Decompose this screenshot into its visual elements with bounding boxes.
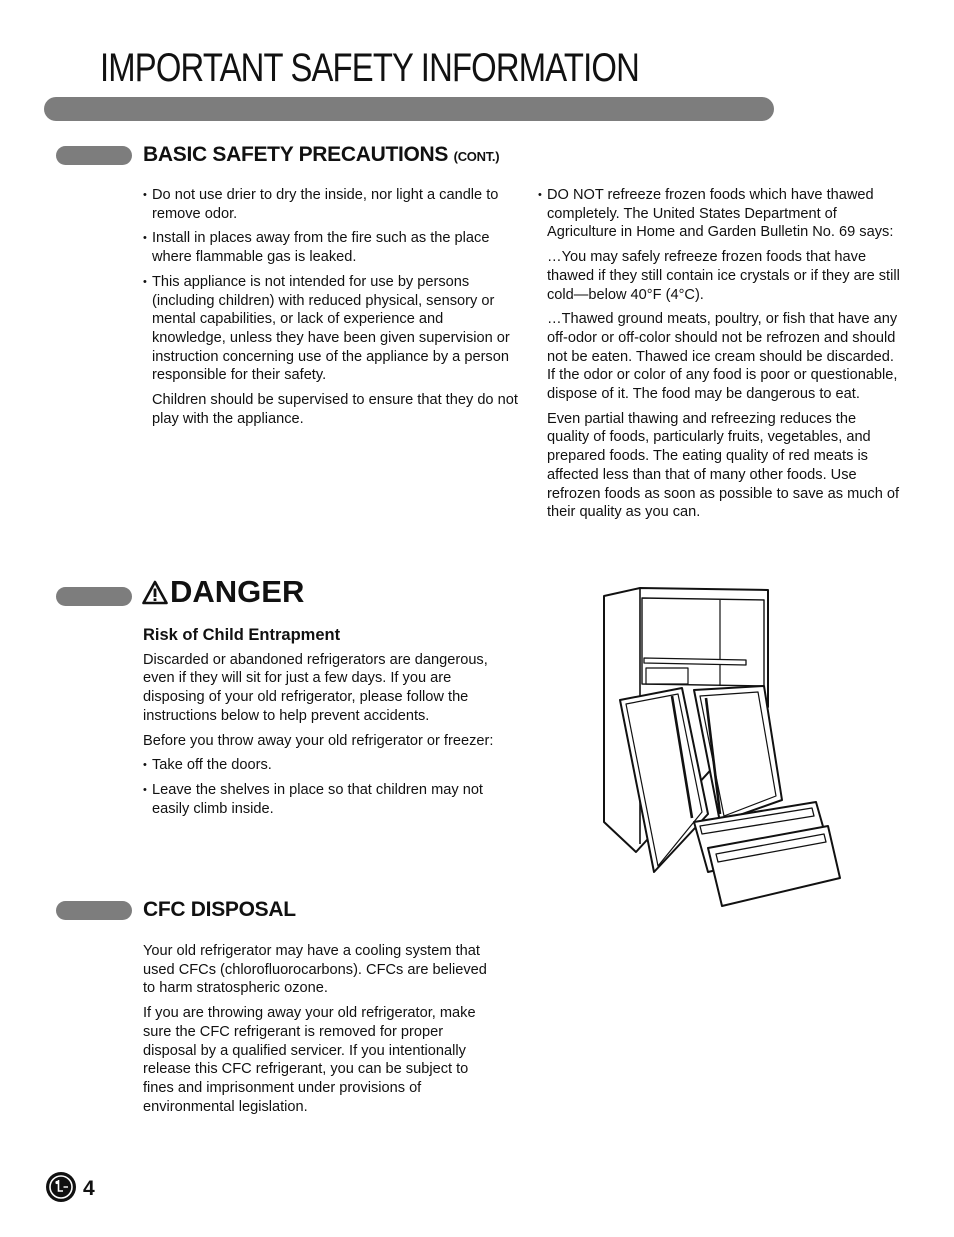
title-divider-bar — [44, 97, 774, 121]
refreeze-item: • DO NOT refreeze frozen foods which have thawed completely. The United States Department of Agriculture in Home and Garden Bulletin No. 69 says: — [538, 186, 902, 242]
lg-logo-icon — [46, 1172, 76, 1202]
section-marker-pill — [56, 587, 132, 606]
safety-item: • Install in places away from the fire such as the place where flammable gas is leaked. — [143, 229, 521, 266]
danger-content — [143, 626, 503, 824]
cfc-heading: CFC DISPOSAL — [143, 898, 296, 921]
danger-paragraph: Discarded or abandoned refrigerators are dangerous, even if they will sit for just a few days. If you are disposing of your old refrigerator, please follow the instructions below to help prevent accidents. — [143, 651, 488, 724]
refrigerator-doors-removed-illustration — [596, 582, 848, 912]
page-number: 4 — [83, 1177, 95, 1200]
safety-item: • Do not use drier to dry the inside, nor light a candle to remove odor. — [143, 186, 521, 223]
cfc-paragraph: If you are throwing away your old refrigerator, make sure the CFC refrigerant is removed for proper disposal by a qualified servicer. If you intentionally release this CFC refrigerant, you can be subject to fines and imprisonment under provisions of environmental legislation. — [143, 1005, 476, 1115]
refreeze-paragraph: …You may safely refreeze frozen foods that have thawed if they still contain ice crystals or if they are still cold—below 40°F (4°C). — [547, 249, 900, 303]
refreeze-paragraph: …Thawed ground meats, poultry, or fish that have any off-odor or off-color should not be refrozen and should not be eaten. Thawed ice cream should be discarded. If the odor or color of any food is poor or questionable, dispose of it. The food may be dangerous to eat. — [547, 311, 898, 403]
warning-triangle-icon — [142, 580, 168, 605]
basic-safety-heading-text: BASIC SAFETY PRECAUTIONS — [143, 143, 449, 166]
danger-heading-text: DANGER — [170, 574, 305, 609]
cfc-content — [143, 942, 493, 1122]
danger-subheading: Risk of Child Entrapment — [143, 626, 341, 644]
safety-note: Children should be supervised to ensure that they do not play with the appliance. — [152, 392, 518, 427]
basic-safety-left-column — [143, 186, 521, 434]
basic-safety-heading — [143, 143, 499, 167]
danger-heading — [142, 574, 304, 610]
lg-logo — [46, 1172, 76, 1202]
safety-item: • This appliance is not intended for use by persons (including children) with reduced physical, sensory or mental capabilities, or lack of experience and knowledge, unless they have been given supervision or instruction concerning use of the appliance by a person responsible for their safety. — [143, 273, 521, 385]
danger-item: • Leave the shelves in place so that children may not easily climb inside. — [143, 781, 503, 818]
cfc-paragraph: Your old refrigerator may have a cooling system that used CFCs (chlorofluorocarbons). CFCs are believed to harm stratospheric ozone. — [143, 943, 487, 997]
section-marker-pill — [56, 146, 132, 165]
danger-item: • Take off the doors. — [143, 756, 503, 775]
refreeze-paragraph: Even partial thawing and refreezing reduces the quality of foods, particularly fruits, vegetables, and prepared foods. The eating quality of red meats is affected less than that of many other foods. Use refrozen foods as soon as possible to save as much of their quality as you can. — [547, 410, 900, 521]
basic-safety-right-column — [538, 186, 902, 528]
section-marker-pill — [56, 901, 132, 920]
basic-safety-heading-suffix: (CONT.) — [453, 149, 500, 164]
page-title: IMPORTANT SAFETY INFORMATION — [100, 46, 639, 90]
danger-paragraph: Before you throw away your old refrigerator or freezer: — [143, 732, 494, 749]
